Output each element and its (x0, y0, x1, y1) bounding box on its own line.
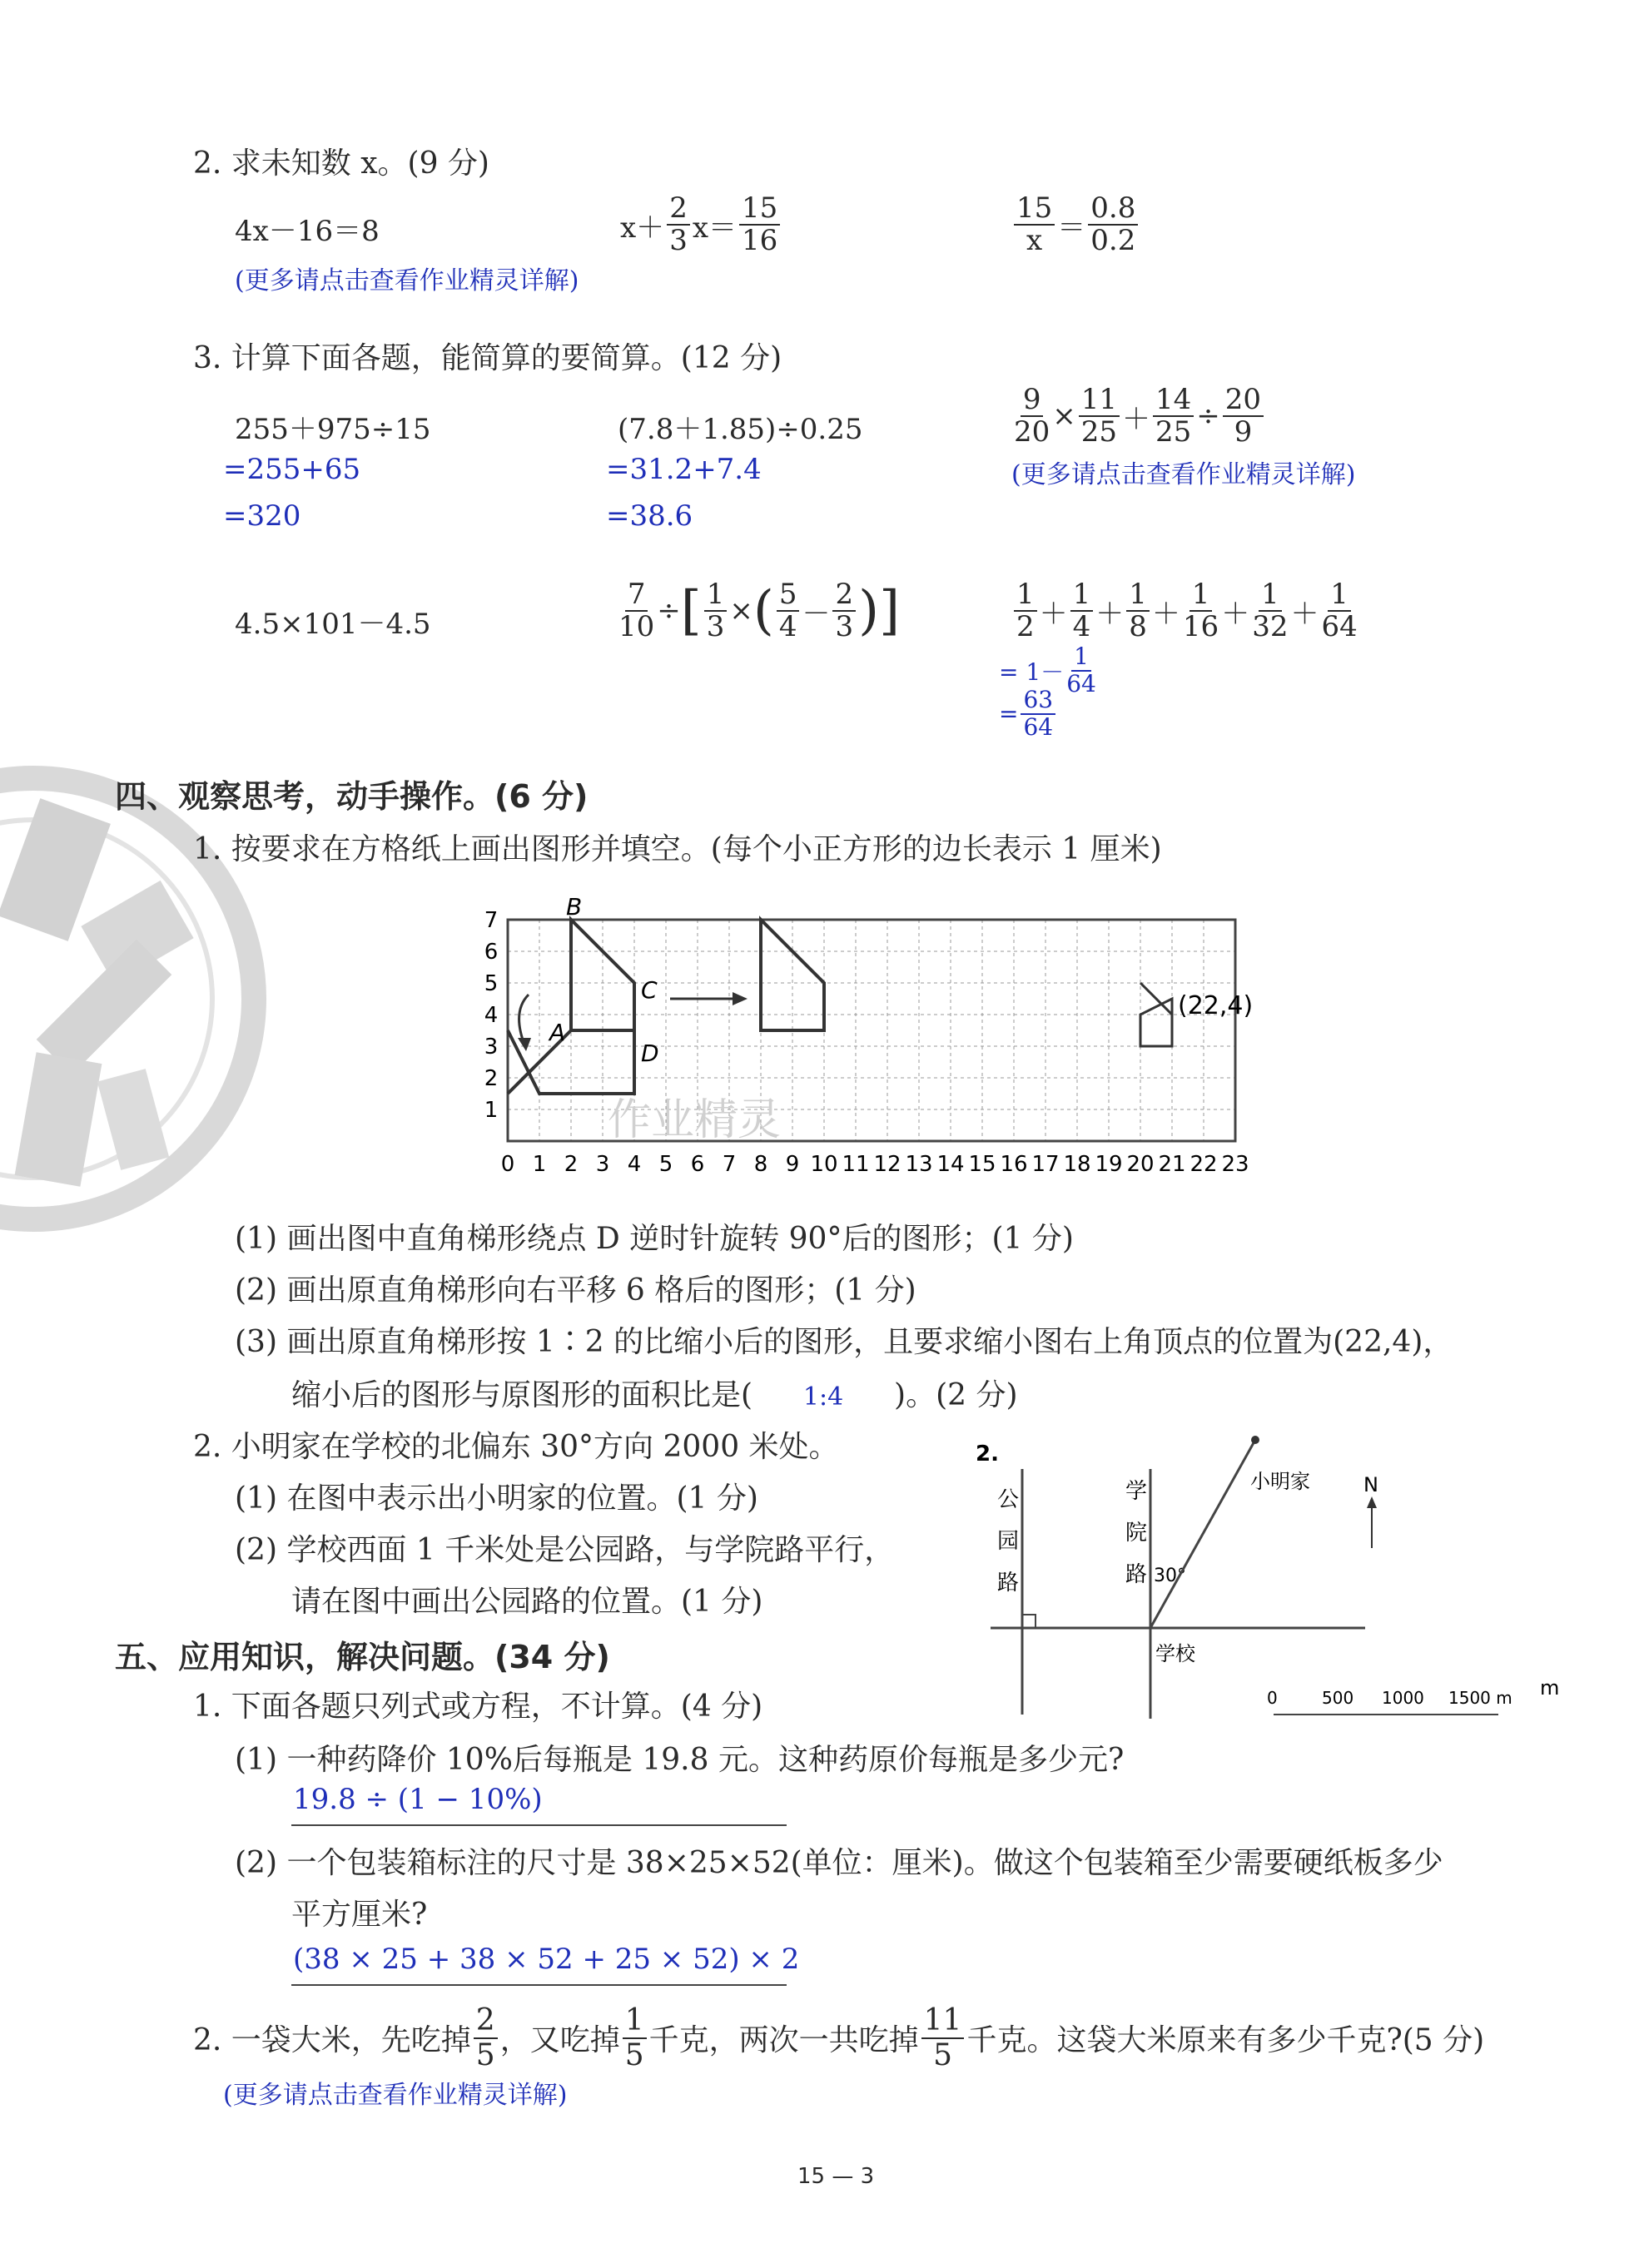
x-tick-label: 5 (658, 1152, 673, 1177)
answer-line-2 (291, 1984, 787, 1986)
q3-e1: 255＋975÷15 (235, 413, 431, 446)
watermark: 作业精灵 (608, 1095, 782, 1145)
y-tick-label: 4 (484, 1003, 499, 1028)
sec5-q1: 1. 下面各题只列式或方程，不计算。(4 分) (193, 1690, 763, 1724)
x-tick-label: 7 (722, 1152, 737, 1177)
direction-line (1150, 1440, 1255, 1628)
x-tick-label: 9 (785, 1152, 800, 1177)
area-ratio-answer: 1:4 (802, 1382, 844, 1412)
q3-e1-step1: =255+65 (223, 453, 361, 486)
q2-more-link[interactable]: (更多请点击查看作业精灵详解) (235, 266, 579, 295)
q3-e6: $\frac{1}{2}$ ＋ $\frac{1}{4}$ ＋ $\frac{1}{8}$ ＋ $\frac{1}{16}$ ＋ $\frac{1}{32}$ ＋ $\frac{1}{64}$ (1011, 579, 1360, 643)
north-label: N (1363, 1473, 1378, 1496)
sec5-q1-sub1: (1) 一种药降价 10%后每瓶是 19.8 元。这种药原价每瓶是多少元? (235, 1743, 1125, 1777)
q3-title: 3. 计算下面各题，能简算的要简算。(12 分) (193, 341, 782, 375)
x-tick-label: 8 (753, 1152, 768, 1177)
y-tick-label: 5 (484, 971, 499, 996)
answer-line-1 (291, 1824, 787, 1826)
college-road-1: 学 (1125, 1479, 1148, 1504)
x-tick-label: 16 (1000, 1152, 1028, 1177)
rotate-arrowhead (518, 1038, 531, 1051)
y-tick-label: 1 (484, 1098, 499, 1123)
x-tick-label: 13 (905, 1152, 933, 1177)
x-tick-label: 2 (564, 1152, 579, 1177)
x-tick-label: 0 (500, 1152, 515, 1177)
q3-e2-step1: =31.2+7.4 (606, 453, 762, 486)
translate-arrowhead (733, 992, 747, 1005)
q3-e6-step2: = $\frac{63}{64}$ (999, 687, 1058, 741)
scale-0: 0 (1267, 1688, 1278, 1708)
north-arrowhead (1367, 1496, 1377, 1508)
grid-figure (483, 895, 1265, 1199)
college-road-3: 路 (1125, 1562, 1148, 1587)
x-axis-ticks (501, 1152, 1249, 1177)
q3-e4: 4.5×101－4.5 (235, 608, 431, 641)
sec5-q1-sub2: (2) 一个包装箱标注的尺寸是 38×25×52(单位：厘米)。做这个包装箱至少需要硬纸板多少 (235, 1846, 1443, 1880)
x-tick-label: 18 (1063, 1152, 1091, 1177)
q3-e3: $\frac{9}{20}$ × $\frac{11}{25}$ ＋ $\frac{14}{25}$ ÷ $\frac{20}{9}$ (1011, 385, 1266, 449)
sec4-sub1: (1) 画出图中直角梯形绕点 D 逆时针旋转 90°后的图形；(1 分) (235, 1222, 1074, 1256)
q3-e5: $\frac{7}{10}$ ÷ [ $\frac{1}{3}$ × ( $\frac{5}{4}$ － $\frac{2}{3}$ ) ] (618, 578, 901, 644)
sec4-q2-sub2b: 请在图中画出公园路的位置。(1 分) (291, 1585, 763, 1619)
home-label: 小明家 (1250, 1470, 1310, 1493)
sec5-q2: 2. 一袋大米，先吃掉 $\frac{2}{5}$ ，又吃掉 $\frac{1}{5}$ 千克，两次一共吃掉 $\frac{11}{5}$ 千克。这袋大米原来有多少千克?(5 分) (193, 2003, 1485, 2072)
q2-title: 2. 求未知数 x。(9 分) (193, 146, 489, 181)
y-axis-ticks (484, 908, 499, 1123)
x-tick-label: 14 (936, 1152, 965, 1177)
x-tick-label: 10 (810, 1152, 838, 1177)
q2-eq3: $\frac{15}{x}$ ＝ $\frac{0.8}{0.2}$ (1011, 193, 1140, 257)
school-label: 学校 (1155, 1642, 1195, 1665)
section-4-title: 四、观察思考，动手操作。(6 分) (115, 778, 589, 815)
x-tick-label: 15 (968, 1152, 996, 1177)
y-tick-label: 2 (484, 1066, 499, 1091)
sec5-q1-answer2: (38 × 25 + 38 × 52 + 25 × 52) × 2 (293, 1943, 800, 1976)
park-road-1: 公 (997, 1487, 1020, 1512)
sec4-sub3b: 缩小后的图形与原图形的面积比是( 1:4 )。(2 分) (291, 1378, 1018, 1412)
x-tick-label: 4 (627, 1152, 642, 1177)
scale-1000: 1000 (1382, 1688, 1424, 1708)
section-5-title: 五、应用知识，解决问题。(34 分) (115, 1639, 610, 1675)
park-road-2: 园 (997, 1529, 1020, 1554)
sec4-q2-sub2: (2) 学校西面 1 千米处是公园路，与学院路平行， (235, 1533, 895, 1567)
label-A: A (549, 1019, 566, 1046)
label-D: D (641, 1040, 659, 1067)
x-tick-label: 22 (1190, 1152, 1218, 1177)
college-road-2: 院 (1125, 1521, 1148, 1546)
map-number: 2. (976, 1442, 999, 1467)
x-tick-label: 3 (595, 1152, 610, 1177)
q3-e1-step2: =320 (223, 499, 301, 533)
label-C: C (641, 976, 658, 1004)
y-tick-label: 3 (484, 1035, 499, 1060)
q2-eq2: x＋ $\frac{2}{3}$ x＝ $\frac{15}{16}$ (620, 193, 782, 257)
q2-eq1: 4x－16＝8 (235, 215, 380, 248)
sec4-sub3: (3) 画出原直角梯形按 1∶2 的比缩小后的图形，且要求缩小图右上角顶点的位置为(22,4)， (235, 1325, 1453, 1359)
q3-e2-step2: =38.6 (606, 499, 693, 533)
scale-500: 500 (1322, 1688, 1354, 1708)
q3-e3-more-link[interactable]: (更多请点击查看作业精灵详解) (1011, 460, 1356, 489)
page-number: 15 — 3 (797, 2164, 875, 2189)
x-tick-label: 23 (1221, 1152, 1249, 1177)
sec4-q2: 2. 小明家在学校的北偏东 30°方向 2000 米处。 (193, 1430, 839, 1464)
scaled-top-edge (1140, 983, 1172, 1015)
scaled-trapezoid (1140, 999, 1172, 1046)
x-tick-label: 20 (1126, 1152, 1155, 1177)
q3-e6-step1: = 1－ $\frac{1}{64}$ (999, 643, 1096, 697)
q3-e2: (7.8＋1.85)÷0.25 (618, 413, 863, 446)
x-tick-label: 1 (532, 1152, 547, 1177)
sec4-q1: 1. 按要求在方格纸上画出图形并填空。(每个小正方形的边长表示 1 厘米) (193, 832, 1162, 866)
label-B: B (566, 895, 583, 921)
map-figure (966, 1432, 1565, 1731)
home-point (1251, 1436, 1259, 1444)
right-angle-mark (1022, 1615, 1036, 1628)
x-tick-label: 12 (873, 1152, 901, 1177)
x-tick-label: 11 (842, 1152, 870, 1177)
sec4-q2-sub1: (1) 在图中表示出小明家的位置。(1 分) (235, 1481, 758, 1516)
sec5-q2-more-link[interactable]: (更多请点击查看作业精灵详解) (223, 2081, 568, 2110)
x-tick-label: 6 (690, 1152, 705, 1177)
sec5-q1-answer1: 19.8 ÷ (1 − 10%) (293, 1783, 543, 1816)
rotate-arrow (519, 995, 529, 1045)
scale-unit: m (1540, 1676, 1560, 1700)
scale-1500: 1500 m (1448, 1688, 1512, 1708)
x-tick-label: 17 (1031, 1152, 1060, 1177)
label-coord: (22,4) (1178, 991, 1254, 1020)
park-road-3: 路 (997, 1571, 1020, 1596)
x-tick-label: 19 (1095, 1152, 1123, 1177)
angle-label: 30° (1154, 1566, 1186, 1586)
sec4-sub2: (2) 画出原直角梯形向右平移 6 格后的图形；(1 分) (235, 1273, 916, 1308)
sec5-q1-sub2b: 平方厘米? (291, 1898, 428, 1932)
y-tick-label: 6 (484, 940, 499, 965)
x-tick-label: 21 (1158, 1152, 1186, 1177)
y-tick-label: 7 (484, 908, 499, 933)
